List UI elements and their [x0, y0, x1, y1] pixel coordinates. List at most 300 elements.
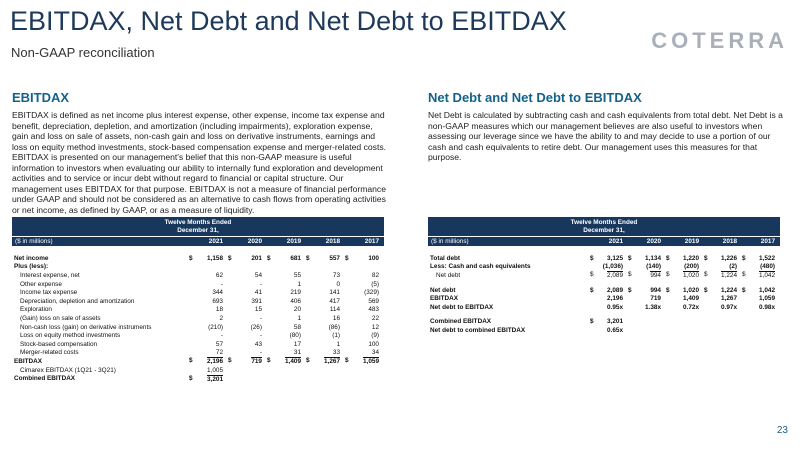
- row-label: Net debt: [430, 286, 456, 294]
- page-title: EBITDAX, Net Debt and Net Debt to EBITDAX: [10, 6, 567, 36]
- table-cell: [228, 357, 267, 365]
- table-cell: [267, 289, 306, 296]
- cell-value: 994: [650, 272, 661, 280]
- row-label: Depreciation, depletion and amortization: [20, 297, 135, 305]
- table-cell: [704, 263, 742, 270]
- row-label: Other expense: [20, 280, 62, 288]
- dollar-sign: [590, 263, 598, 270]
- table-cell: [189, 255, 228, 262]
- row-label: Interest expense, net: [20, 271, 80, 279]
- row-label: Stock-based compensation: [20, 340, 98, 348]
- cell-value: (86): [328, 323, 340, 331]
- dollar-sign: [345, 315, 353, 322]
- table-row: [12, 263, 384, 272]
- table-row: [12, 314, 384, 323]
- dollar-sign: [306, 349, 314, 356]
- dollar-sign: $: [590, 286, 594, 294]
- cell-value: 114: [329, 306, 340, 314]
- cell-value: 1,020: [683, 286, 699, 294]
- cell-value: 0.95x: [607, 303, 623, 311]
- table-cell: [189, 289, 228, 296]
- dollar-sign: [306, 306, 314, 313]
- cell-value: 0.97x: [721, 303, 737, 311]
- dollar-sign: $: [704, 254, 708, 262]
- cell-value: 719: [251, 358, 262, 366]
- table-cell: [267, 332, 306, 339]
- dollar-sign: [189, 272, 197, 279]
- table-cell: [345, 341, 384, 348]
- row-label: Net income: [14, 254, 49, 262]
- table-cell: [590, 255, 628, 262]
- table-row: [12, 331, 384, 340]
- table-cell: [228, 298, 267, 305]
- table-row: [12, 323, 384, 332]
- year-header: 2018: [722, 238, 737, 245]
- year-header: 2021: [208, 238, 223, 245]
- row-label: Income tax expense: [20, 289, 78, 297]
- cell-value: (2): [729, 263, 737, 271]
- dollar-sign: [306, 341, 314, 348]
- table-cell: [666, 295, 704, 302]
- dollar-sign: [345, 332, 353, 339]
- ebitdax-definition: EBITDAX is defined as net income plus interest expense, other expense, income tax expense and benefit, depreciation, depletion, and amortization (including impairments), exploration expense, gain and loss on sale of assets, non-cash gain and loss on derivative instruments, earnings and loss on equity method investments, stock-based compensation expense and merger-related costs. EBITDAX is presented on our management's belief that this non-GAAP measure is useful information to investors when evaluating our ability to internally fund exploration and development activities and to service or incur debt without regard to financial or capital structure. Our management uses EBITDAX for that purpose. EBITDAX is not a measure of financial performance under GAAP and should not be considered as an alternative to cash flows from operating activities or net income, as defined by GAAP, or as a measure of liquidity.: [12, 110, 387, 215]
- row-label: Net debt: [436, 271, 461, 279]
- cell-value: 1,042: [759, 286, 775, 294]
- table-year-row: [12, 236, 384, 246]
- table-header-band: [428, 217, 780, 246]
- table-row: [12, 297, 384, 306]
- dollar-sign: [267, 281, 275, 288]
- cell-value: (1): [332, 332, 340, 340]
- dollar-sign: [189, 281, 197, 288]
- dollar-sign: [189, 289, 197, 296]
- cell-value: 3,201: [607, 318, 623, 326]
- cell-value: 681: [290, 254, 301, 262]
- dollar-sign: [189, 324, 197, 331]
- cell-value: (26): [250, 323, 262, 331]
- dollar-sign: [628, 263, 636, 270]
- year-header: 2018: [325, 238, 340, 245]
- dollar-sign: [666, 263, 674, 270]
- dollar-sign: [228, 324, 236, 331]
- table-row: [12, 306, 384, 315]
- dollar-sign: [228, 349, 236, 356]
- net-debt-heading: Net Debt and Net Debt to EBITDAX: [428, 90, 642, 105]
- dollar-sign: [742, 304, 750, 311]
- row-label: Net debt to EBITDAX: [430, 303, 494, 311]
- dollar-sign: $: [306, 357, 310, 365]
- dollar-sign: [267, 272, 275, 279]
- table-cell: [345, 289, 384, 296]
- table-cell: [189, 315, 228, 322]
- cell-value: 22: [371, 314, 379, 322]
- table-row: [12, 288, 384, 297]
- cell-value: 1,042: [759, 272, 775, 280]
- table-cell: [189, 341, 228, 348]
- table-cell: [704, 271, 742, 279]
- row-label: Merger-related costs: [20, 349, 79, 357]
- table-row: [428, 294, 780, 303]
- cell-value: 344: [212, 289, 223, 297]
- dollar-sign: $: [666, 271, 670, 279]
- dollar-sign: [345, 289, 353, 296]
- table-cell: [704, 287, 742, 294]
- table-cell: [666, 287, 704, 294]
- table-cell: [189, 298, 228, 305]
- cell-value: 557: [329, 254, 340, 262]
- table-cell: [666, 255, 704, 262]
- dollar-sign: [228, 315, 236, 322]
- dollar-sign: $: [628, 271, 632, 279]
- table-cell: [306, 315, 345, 322]
- dollar-sign: [267, 341, 275, 348]
- row-label: Combined EBITDAX: [430, 318, 492, 326]
- table-cell: [666, 271, 704, 279]
- cell-value: 1,059: [363, 358, 379, 366]
- company-logo: COTERRA: [651, 28, 788, 53]
- table-cell: [590, 295, 628, 302]
- cell-value: 82: [371, 271, 379, 279]
- table-row: [428, 271, 780, 280]
- table-period-header: [428, 217, 780, 236]
- cell-value: 41: [254, 289, 262, 297]
- cell-value: 391: [251, 297, 262, 305]
- year-header: 2021: [608, 238, 623, 245]
- cell-value: 33: [332, 349, 340, 357]
- table-row: [428, 326, 780, 335]
- year-header: 2020: [646, 238, 661, 245]
- table-cell: [306, 341, 345, 348]
- dollar-sign: $: [228, 254, 232, 262]
- dollar-sign: [704, 263, 712, 270]
- cell-value: 417: [329, 297, 340, 305]
- table-cell: [306, 281, 345, 288]
- cell-value: 62: [215, 271, 223, 279]
- cell-value: 2: [219, 314, 223, 322]
- table-cell: [228, 289, 267, 296]
- table-cell: [306, 306, 345, 313]
- row-label: Total debt: [430, 254, 461, 262]
- dollar-sign: [306, 272, 314, 279]
- cell-value: 58: [293, 323, 301, 331]
- table-row: [12, 280, 384, 289]
- row-label: Combined EBITDAX: [14, 375, 76, 383]
- cell-value: 1,005: [207, 366, 223, 374]
- dollar-sign: [742, 295, 750, 302]
- cell-value: (9): [371, 332, 379, 340]
- dollar-sign: [666, 304, 674, 311]
- table-period-line2: December 31,: [583, 226, 625, 234]
- table-period-line1: Twelve Months Ended: [570, 218, 638, 226]
- dollar-sign: [228, 298, 236, 305]
- cell-value: 3,201: [207, 375, 223, 383]
- year-header: 2017: [364, 238, 379, 245]
- row-label: EBITDAX: [14, 357, 43, 365]
- dollar-sign: [345, 272, 353, 279]
- dollar-sign: [628, 304, 636, 311]
- dollar-sign: [666, 295, 674, 302]
- dollar-sign: $: [666, 254, 670, 262]
- table-cell: [628, 295, 666, 302]
- table-row: [428, 263, 780, 272]
- dollar-sign: $: [306, 254, 310, 262]
- cell-value: 1.38x: [645, 303, 661, 311]
- table-cell: [228, 315, 267, 322]
- table-spacer: [428, 246, 780, 254]
- cell-value: 569: [368, 297, 379, 305]
- dollar-sign: [228, 332, 236, 339]
- cell-value: -: [259, 349, 262, 357]
- dollar-sign: $: [228, 357, 232, 365]
- table-cell: [228, 341, 267, 348]
- table-cell: [345, 281, 384, 288]
- cell-value: 141: [329, 289, 340, 297]
- table-cell: [228, 306, 267, 313]
- table-cell: [306, 324, 345, 331]
- cell-value: 57: [215, 340, 223, 348]
- cell-value: 1: [297, 280, 301, 288]
- table-row: [428, 303, 780, 312]
- cell-value: 1,522: [759, 254, 775, 262]
- dollar-sign: [228, 272, 236, 279]
- table-row: [428, 254, 780, 263]
- dollar-sign: [228, 289, 236, 296]
- table-cell: [267, 357, 306, 365]
- table-cell: [345, 349, 384, 356]
- table-cell: [742, 304, 780, 311]
- table-cell: [345, 357, 384, 365]
- dollar-sign: [267, 289, 275, 296]
- table-period-line1: Twelve Months Ended: [164, 218, 232, 226]
- table-cell: [228, 324, 267, 331]
- dollar-sign: [267, 306, 275, 313]
- table-cell: [666, 263, 704, 270]
- table-cell: [345, 332, 384, 339]
- cell-value: 2,196: [207, 358, 223, 366]
- cell-value: (1,036): [602, 263, 623, 271]
- cell-value: 55: [293, 271, 301, 279]
- dollar-sign: [267, 324, 275, 331]
- table-cell: [306, 332, 345, 339]
- table-cell: [267, 324, 306, 331]
- dollar-sign: [345, 306, 353, 313]
- table-unit-label: ($ in millions): [431, 238, 469, 245]
- table-cell: [228, 332, 267, 339]
- net-debt-definition: Net Debt is calculated by subtracting cash and cash equivalents from total debt. Net Debt is a non-GAAP measures which our management believes are also useful to investors when assessing our leverage since we have the ability to and may decide to use a portion of our cash and cash equivalents to retire debt. Our management uses this measures for that purpose.: [428, 110, 783, 162]
- dollar-sign: $: [267, 357, 271, 365]
- cell-value: 12: [371, 323, 379, 331]
- cell-value: 719: [650, 295, 661, 303]
- dollar-sign: [590, 295, 598, 302]
- dollar-sign: $: [189, 374, 193, 382]
- cell-value: -: [259, 314, 262, 322]
- cell-value: 1,409: [285, 358, 301, 366]
- dollar-sign: $: [189, 357, 193, 365]
- dollar-sign: [228, 281, 236, 288]
- table-cell: [306, 255, 345, 262]
- dollar-sign: [704, 295, 712, 302]
- cell-value: (329): [364, 289, 379, 297]
- cell-value: 201: [251, 254, 262, 262]
- table-cell: [628, 263, 666, 270]
- dollar-sign: [628, 295, 636, 302]
- cell-value: 1,134: [645, 254, 661, 262]
- dollar-sign: [267, 298, 275, 305]
- cell-value: (140): [646, 263, 661, 271]
- dollar-sign: [345, 281, 353, 288]
- dollar-sign: $: [742, 286, 746, 294]
- dollar-sign: [306, 298, 314, 305]
- cell-value: 219: [290, 289, 301, 297]
- cell-value: 0: [336, 280, 340, 288]
- row-label: (Gain) loss on sale of assets: [20, 314, 101, 322]
- table-cell: [590, 287, 628, 294]
- table-row: [12, 374, 384, 383]
- table-cell: [267, 349, 306, 356]
- year-header: 2019: [286, 238, 301, 245]
- cell-value: 1,224: [721, 272, 737, 280]
- table-row: [428, 318, 780, 327]
- cell-value: 2,089: [607, 286, 623, 294]
- table-cell: [345, 255, 384, 262]
- cell-value: 1,267: [324, 358, 340, 366]
- table-cell: [267, 315, 306, 322]
- cell-value: 994: [650, 286, 661, 294]
- table-cell: [345, 272, 384, 279]
- dollar-sign: [306, 289, 314, 296]
- dollar-sign: [306, 324, 314, 331]
- row-label: Net debt to combined EBITDAX: [430, 326, 526, 334]
- table-cell: [704, 255, 742, 262]
- cell-value: 1,409: [683, 295, 699, 303]
- cell-value: 0.98x: [759, 303, 775, 311]
- cell-value: 1,158: [207, 254, 223, 262]
- table-period-line2: December 31,: [177, 226, 219, 234]
- cell-value: 0.65x: [607, 326, 623, 334]
- dollar-sign: $: [345, 357, 349, 365]
- cell-value: 1,020: [683, 272, 699, 280]
- row-label: Cimarex EBITDAX (1Q21 - 3Q21): [20, 366, 116, 374]
- table-cell: [189, 281, 228, 288]
- table-cell: [189, 332, 228, 339]
- dollar-sign: [345, 298, 353, 305]
- dollar-sign: $: [704, 271, 708, 279]
- table-cell: [742, 263, 780, 270]
- dollar-sign: $: [628, 286, 632, 294]
- table-cell: [306, 357, 345, 365]
- table-cell: [228, 255, 267, 262]
- dollar-sign: [189, 298, 197, 305]
- table-cell: [628, 255, 666, 262]
- cell-value: 1,059: [759, 295, 775, 303]
- cell-value: 406: [290, 297, 301, 305]
- cell-value: -: [220, 332, 223, 340]
- row-label: Non-cash loss (gain) on derivative instruments: [20, 323, 152, 331]
- table-cell: [306, 349, 345, 356]
- cell-value: (210): [208, 323, 223, 331]
- cell-value: 31: [293, 349, 301, 357]
- dollar-sign: [267, 349, 275, 356]
- table-cell: [704, 304, 742, 311]
- cell-value: -: [259, 332, 262, 340]
- dollar-sign: $: [590, 254, 594, 262]
- row-label: Less: Cash and cash equivalents: [430, 263, 531, 271]
- dollar-sign: [345, 324, 353, 331]
- dollar-sign: $: [590, 271, 594, 279]
- table-spacer: [12, 246, 384, 254]
- cell-value: 16: [332, 314, 340, 322]
- cell-value: 73: [332, 271, 340, 279]
- table-cell: [267, 298, 306, 305]
- dollar-sign: [267, 315, 275, 322]
- cell-value: 2,196: [607, 295, 623, 303]
- dollar-sign: [189, 315, 197, 322]
- dollar-sign: [742, 263, 750, 270]
- table-cell: [267, 306, 306, 313]
- dollar-sign: [228, 306, 236, 313]
- dollar-sign: $: [628, 254, 632, 262]
- cell-value: (80): [289, 332, 301, 340]
- table-cell: [306, 272, 345, 279]
- table-row: [12, 349, 384, 358]
- net-debt-table: [428, 217, 780, 335]
- page-number: 23: [776, 425, 788, 436]
- year-header: 2020: [247, 238, 262, 245]
- cell-value: 1,267: [721, 295, 737, 303]
- table-year-row: [428, 236, 780, 246]
- table-cell: [742, 295, 780, 302]
- dollar-sign: [228, 341, 236, 348]
- dollar-sign: $: [267, 254, 271, 262]
- cell-value: 100: [368, 254, 379, 262]
- table-cell: [590, 271, 628, 279]
- table-cell: [704, 295, 742, 302]
- table-cell: [267, 255, 306, 262]
- table-cell: [666, 304, 704, 311]
- cell-value: 0.72x: [683, 303, 699, 311]
- table-cell: [189, 349, 228, 356]
- dollar-sign: [345, 349, 353, 356]
- dollar-sign: [590, 327, 598, 334]
- table-unit-label: ($ in millions): [15, 238, 53, 245]
- dollar-sign: [189, 349, 197, 356]
- table-cell: [306, 289, 345, 296]
- table-cell: [590, 318, 628, 325]
- year-header: 2017: [760, 238, 775, 245]
- table-cell: [267, 272, 306, 279]
- table-period-header: [12, 217, 384, 236]
- dollar-sign: [189, 306, 197, 313]
- table-cell: [189, 367, 228, 374]
- page-subtitle: Non-GAAP reconciliation: [11, 45, 155, 60]
- dollar-sign: [590, 304, 598, 311]
- cell-value: 18: [215, 306, 223, 314]
- cell-value: 2,089: [607, 272, 623, 280]
- table-cell: [189, 375, 228, 383]
- ebitdax-table: [12, 217, 384, 383]
- dollar-sign: [189, 341, 197, 348]
- dollar-sign: $: [704, 286, 708, 294]
- table-row: [12, 366, 384, 375]
- ebitdax-heading: EBITDAX: [12, 90, 70, 105]
- table-cell: [189, 272, 228, 279]
- table-row: [12, 340, 384, 349]
- table-cell: [590, 327, 628, 334]
- dollar-sign: $: [742, 254, 746, 262]
- cell-value: 54: [254, 271, 262, 279]
- table-cell: [590, 304, 628, 311]
- cell-value: 15: [254, 306, 262, 314]
